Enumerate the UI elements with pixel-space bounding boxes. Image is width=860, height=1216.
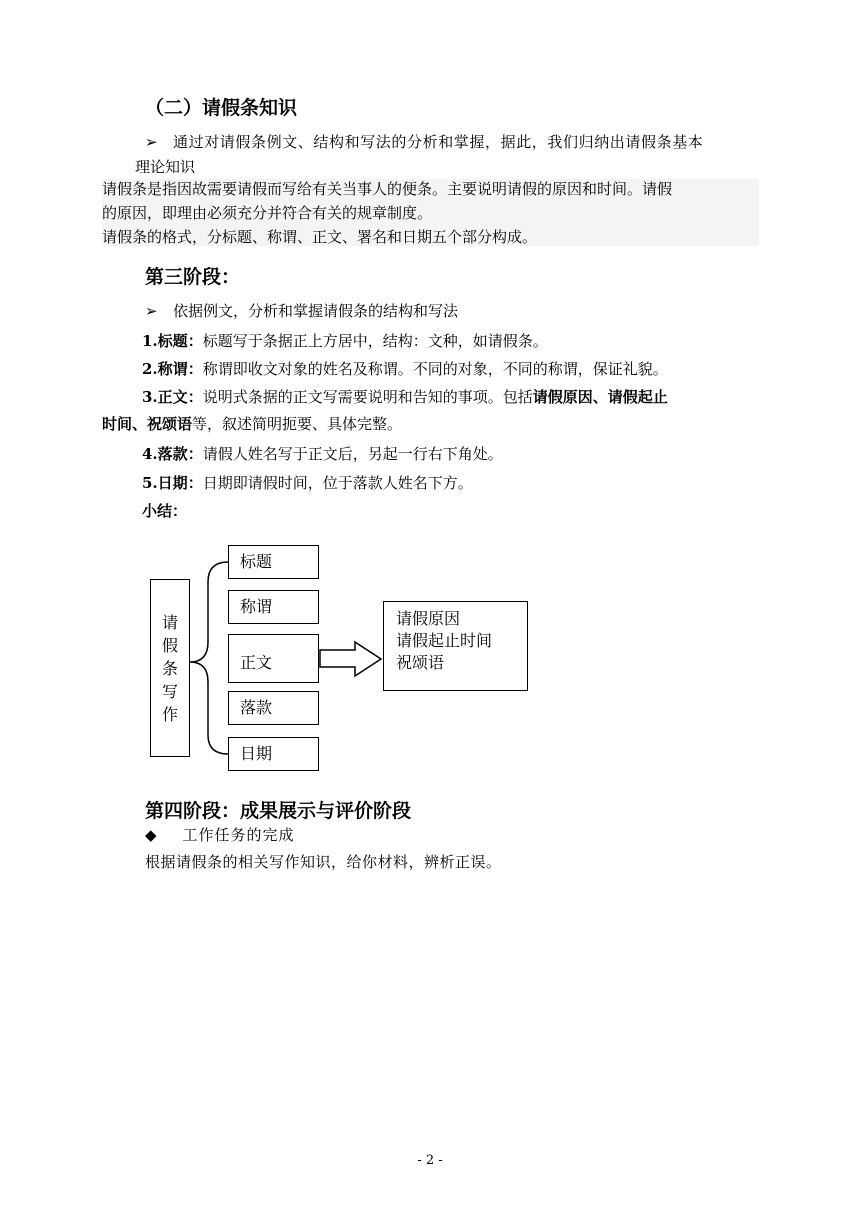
- arrow-bullet-icon: ➢: [145, 302, 158, 320]
- list-item: 1.标题：标题写于条据正上方居中，结构：文种，如请假条。: [142, 332, 548, 350]
- list-item: 2.称谓：称谓即收文对象的姓名及称谓。不同的对象，不同的称谓，保证礼貌。: [142, 360, 668, 378]
- diamond-bullet-icon: ◆: [145, 826, 157, 844]
- task-line: ◆ 工作任务的完成: [145, 826, 295, 844]
- diagram-part-signature: 落款: [228, 691, 319, 725]
- page-number: - 2 -: [417, 1153, 443, 1168]
- diagram-part-date: 日期: [228, 737, 319, 771]
- diagram-part-title: 标题: [228, 545, 319, 579]
- instruction-line: 根据请假条的相关写作知识，给你材料，辨析正误。: [145, 853, 502, 871]
- list-item: 4.落款：请假人姓名写于正文后，另起一行右下角处。: [142, 445, 503, 463]
- intro-line-2: 理论知识: [135, 158, 196, 176]
- brace-icon: [190, 562, 228, 754]
- arrow-right-icon: [320, 642, 381, 676]
- definition-line-3: 请假条的格式，分标题、称谓、正文、署名和日期五个部分构成。: [102, 228, 538, 246]
- summary-label: 小结：: [142, 502, 188, 520]
- definition-line-2: 的原因，即理由必须充分并符合有关的规章制度。: [102, 204, 433, 222]
- list-item-continuation: 时间、祝颂语等，叙述简明扼要、具体完整。: [102, 415, 403, 433]
- intro-line-1: 通过对请假条例文、结构和写法的分析和掌握，据此，我们归纳出请假条基本: [173, 133, 704, 151]
- stage-three-intro: ➢ 依据例文，分析和掌握请假条的结构和写法: [145, 302, 459, 320]
- list-item: 5.日期：日期即请假时间，位于落款人姓名下方。: [142, 474, 473, 492]
- stage-four-heading: 第四阶段：成果展示与评价阶段: [145, 800, 412, 822]
- arrow-bullet-icon: ➢: [145, 133, 159, 151]
- stage-three-heading: 第三阶段：: [145, 266, 241, 288]
- definition-line-1: 请假条是指因故需要请假而写给有关当事人的便条。主要说明请假的原因和时间。请假: [102, 180, 673, 198]
- diagram-part-salutation: 称谓: [228, 590, 319, 624]
- section-heading: （二）请假条知识: [145, 97, 298, 119]
- diagram-root-box: 请 假 条 写 作: [150, 579, 190, 757]
- diagram-body-content-box: 请假原因 请假起止时间 祝颂语: [383, 601, 528, 691]
- list-item: 3.正文：说明式条据的正文写需要说明和告知的事项。包括请假原因、请假起止: [142, 388, 668, 406]
- diagram-part-body: 正文: [228, 634, 319, 683]
